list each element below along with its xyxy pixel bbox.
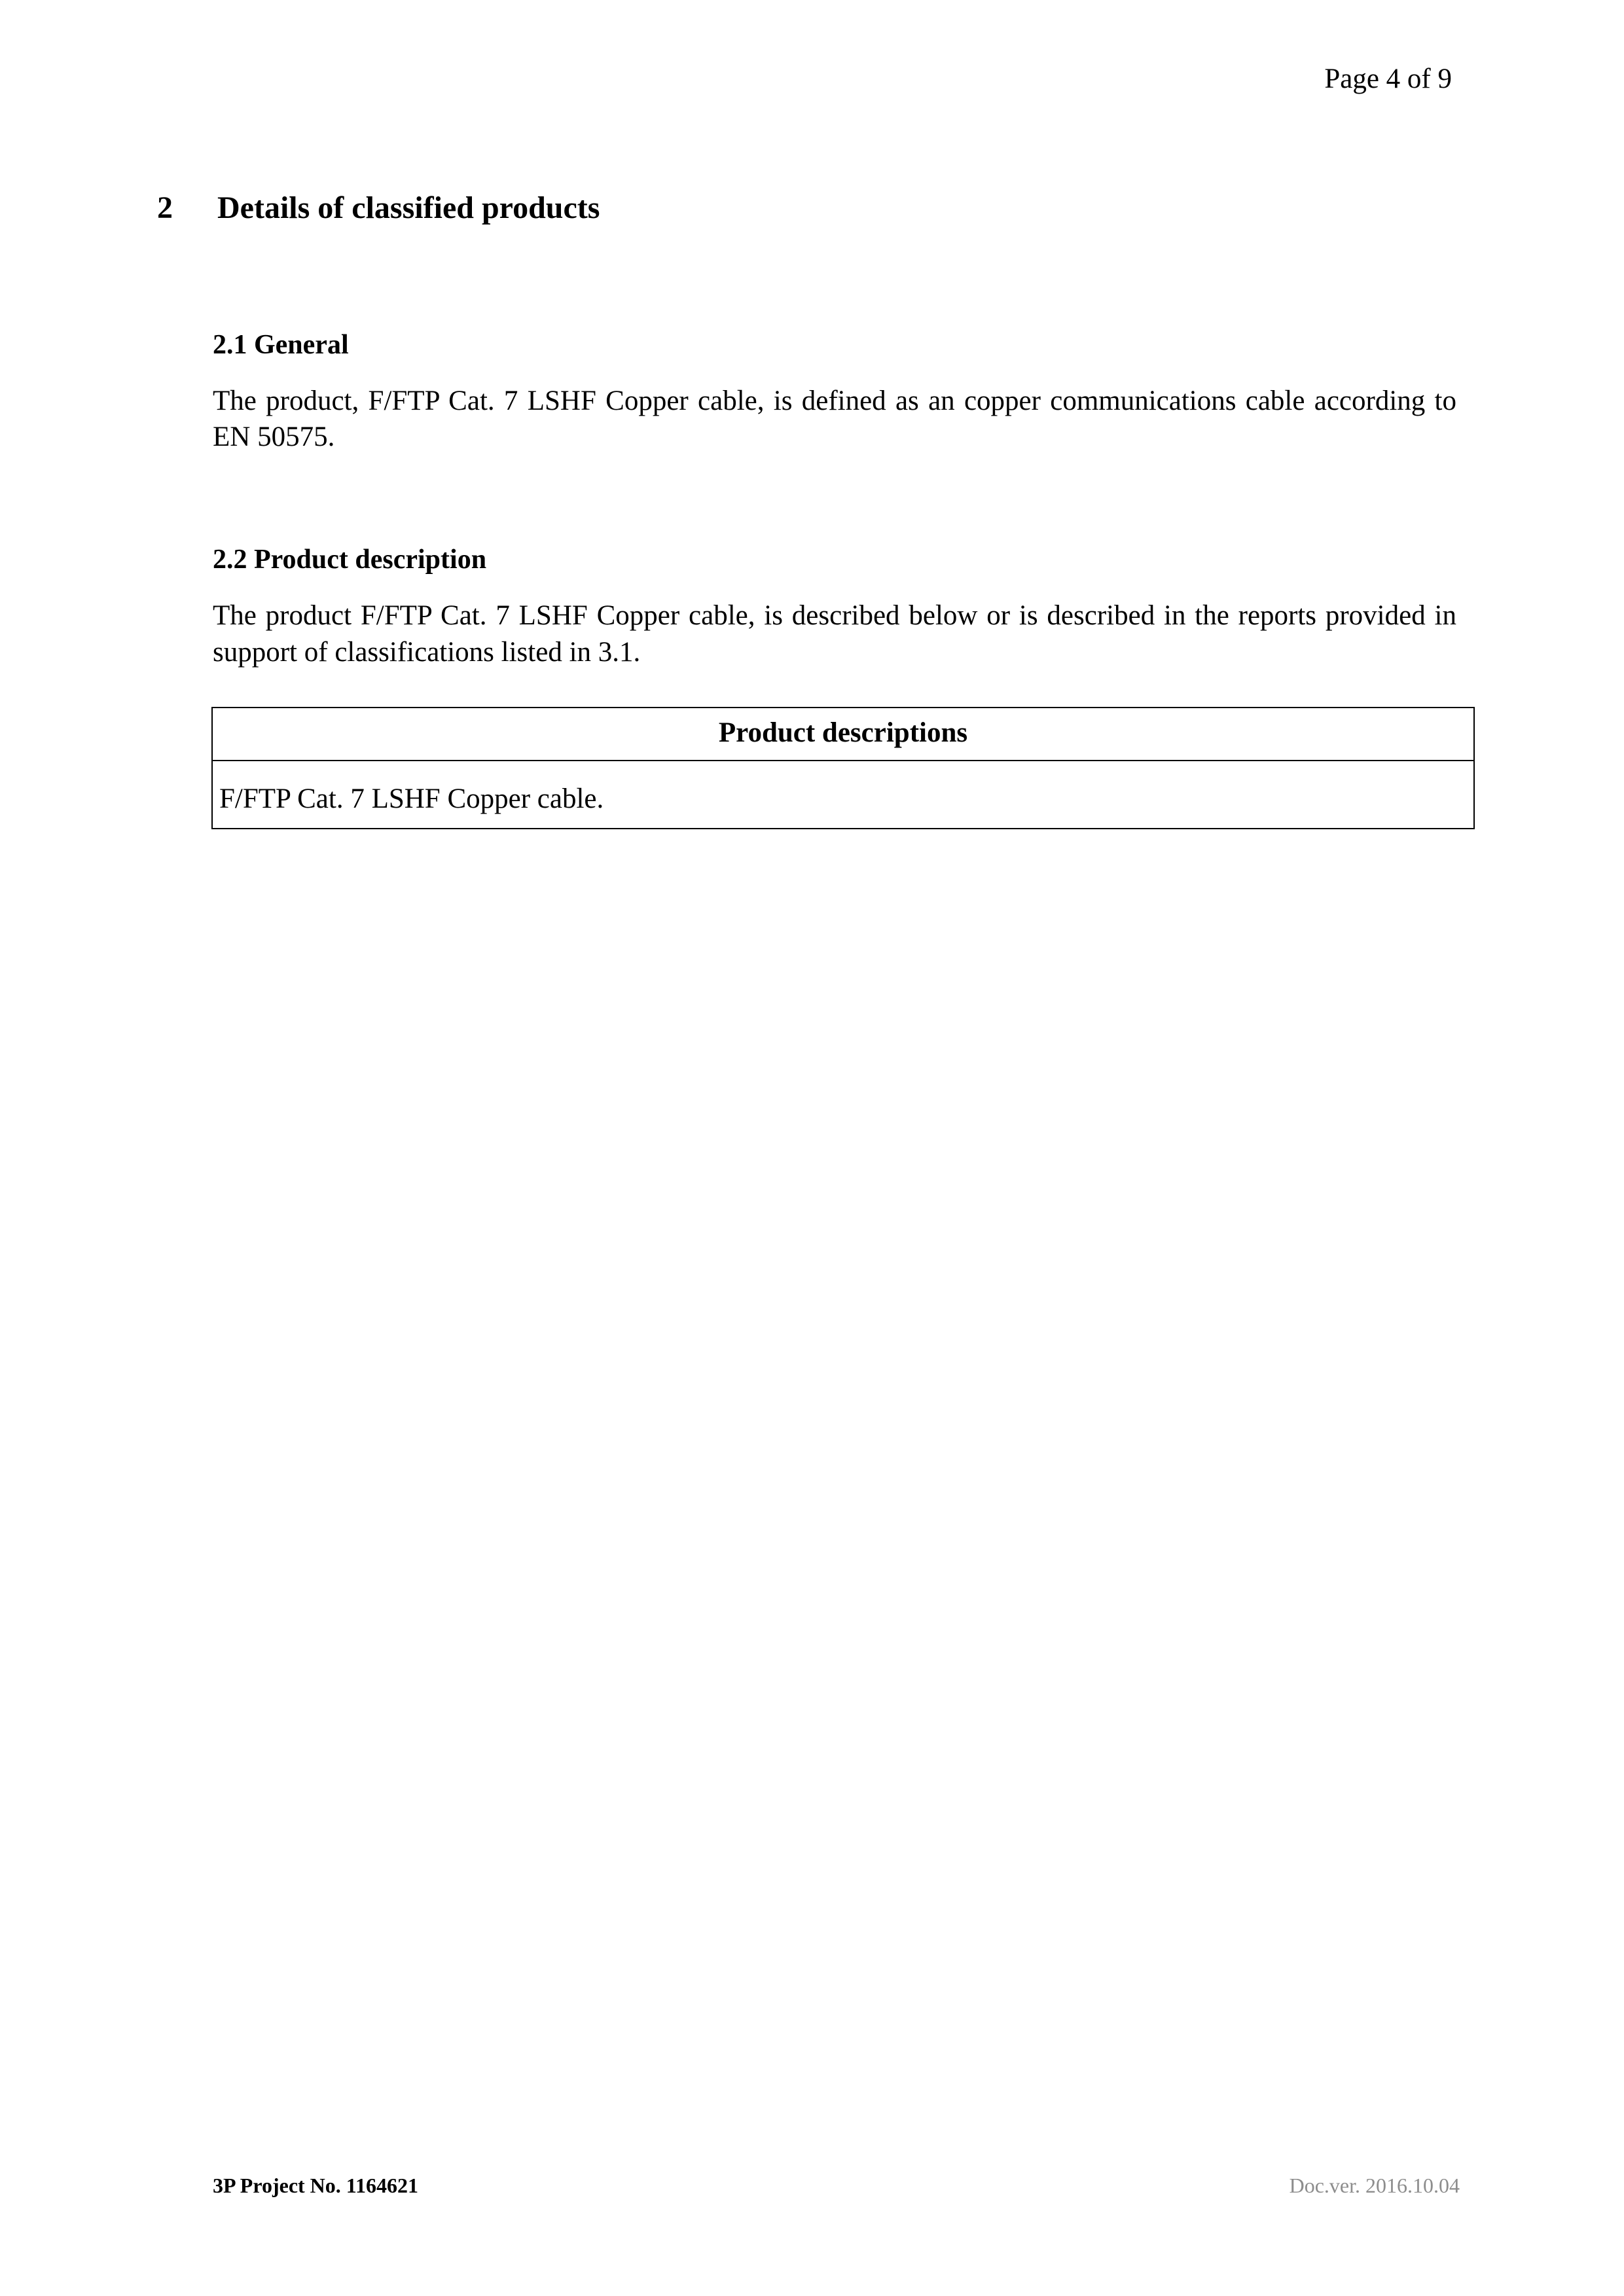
subsection-heading-general: 2.1 General [213, 330, 349, 360]
section-heading [157, 190, 1466, 226]
section-title: Details of classified products [217, 190, 600, 225]
page-footer [213, 2174, 1460, 2198]
document-body [213, 327, 1456, 829]
table-column-header-product-descriptions: Product descriptions [212, 708, 1474, 761]
footer-project-number: 3P Project No. 1164621 [213, 2174, 419, 2197]
page-number-header: Page 4 of 9 [1324, 63, 1452, 94]
subsection-heading-product-description: 2.2 Product description [213, 545, 487, 575]
product-descriptions-table [211, 707, 1475, 829]
table-cell-product-description: F/FTP Cat. 7 LSHF Copper cable. [212, 761, 1474, 829]
table-row [212, 761, 1474, 829]
table-header-row [212, 708, 1474, 761]
subsection-paragraph-product-description: The product F/FTP Cat. 7 LSHF Copper cable, is described below or is described in the reports provided in support of classifications listed in 3.1. [213, 600, 1456, 668]
footer-doc-version: Doc.ver. 2016.10.04 [1289, 2174, 1460, 2197]
section-number: 2 [157, 190, 173, 225]
subsection-paragraph-general: The product, F/FTP Cat. 7 LSHF Copper cable, is defined as an copper communications cable according to EN 50575. [213, 385, 1456, 453]
paragraph-spacer [213, 456, 1456, 501]
